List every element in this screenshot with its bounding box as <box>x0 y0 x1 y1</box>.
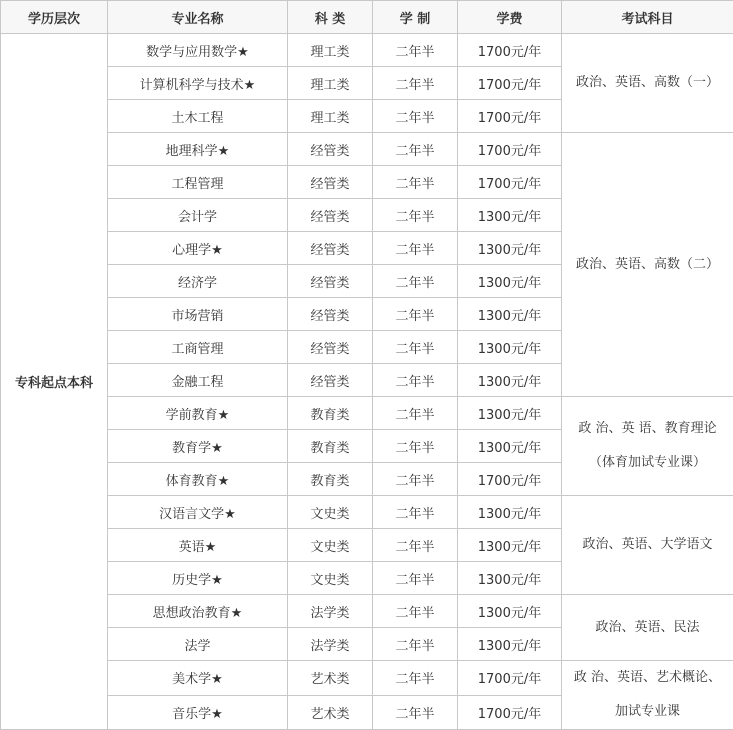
category-cell: 法学类 <box>288 595 373 628</box>
duration-cell: 二年半 <box>373 199 458 232</box>
category-cell: 经管类 <box>288 298 373 331</box>
major-cell: 地理科学★ <box>108 133 288 166</box>
major-cell: 经济学 <box>108 265 288 298</box>
exam-subjects-cell <box>562 496 733 595</box>
category-cell: 教育类 <box>288 430 373 463</box>
duration-cell: 二年半 <box>373 100 458 133</box>
major-cell: 市场营销 <box>108 298 288 331</box>
exam-subjects-line: 政 治、英 语、教育理论 <box>562 412 733 446</box>
fee-cell: 1300元/年 <box>458 628 562 661</box>
category-cell: 理工类 <box>288 67 373 100</box>
major-cell: 思想政治教育★ <box>108 595 288 628</box>
major-cell: 工程管理 <box>108 166 288 199</box>
fee-cell: 1300元/年 <box>458 331 562 364</box>
fee-cell: 1300元/年 <box>458 265 562 298</box>
category-cell: 教育类 <box>288 397 373 430</box>
fee-cell: 1300元/年 <box>458 529 562 562</box>
duration-cell: 二年半 <box>373 133 458 166</box>
fee-cell: 1300元/年 <box>458 496 562 529</box>
table-row <box>1 397 733 430</box>
duration-cell: 二年半 <box>373 166 458 199</box>
fee-cell: 1700元/年 <box>458 100 562 133</box>
exam-subjects-line: 政治、英语、高数（二） <box>562 248 733 282</box>
category-cell: 艺术类 <box>288 695 373 730</box>
table-body <box>1 34 733 730</box>
exam-subjects-cell <box>562 595 733 661</box>
header-duration: 学 制 <box>373 1 458 34</box>
level-cell: 专科起点本科 <box>1 34 108 730</box>
fee-cell: 1700元/年 <box>458 67 562 100</box>
major-cell: 美术学★ <box>108 661 288 696</box>
category-cell: 艺术类 <box>288 661 373 696</box>
major-cell: 计算机科学与技术★ <box>108 67 288 100</box>
exam-subjects-line: 政治、英语、大学语文 <box>562 528 733 562</box>
table-row <box>1 595 733 628</box>
category-cell: 理工类 <box>288 34 373 67</box>
major-cell: 教育学★ <box>108 430 288 463</box>
exam-subjects-line: （体育加试专业课） <box>562 446 733 480</box>
exam-subjects-cell <box>562 34 733 133</box>
header-subjects: 考试科目 <box>562 1 733 34</box>
duration-cell: 二年半 <box>373 695 458 730</box>
duration-cell: 二年半 <box>373 265 458 298</box>
category-cell: 经管类 <box>288 199 373 232</box>
major-cell: 汉语言文学★ <box>108 496 288 529</box>
exam-subjects-line: 加试专业课 <box>562 695 733 729</box>
table-row <box>1 661 733 696</box>
major-cell: 体育教育★ <box>108 463 288 496</box>
fee-cell: 1300元/年 <box>458 199 562 232</box>
fee-cell: 1300元/年 <box>458 595 562 628</box>
major-cell: 工商管理 <box>108 331 288 364</box>
duration-cell: 二年半 <box>373 661 458 696</box>
fee-cell: 1700元/年 <box>458 34 562 67</box>
fee-cell: 1300元/年 <box>458 397 562 430</box>
fee-cell: 1300元/年 <box>458 298 562 331</box>
fee-cell: 1300元/年 <box>458 562 562 595</box>
fee-cell: 1300元/年 <box>458 232 562 265</box>
table-header-row <box>1 1 733 34</box>
table-row <box>1 496 733 529</box>
exam-subjects-line: 政治、英语、民法 <box>562 611 733 645</box>
category-cell: 经管类 <box>288 232 373 265</box>
major-cell: 金融工程 <box>108 364 288 397</box>
duration-cell: 二年半 <box>373 628 458 661</box>
exam-subjects-line: 政治、英语、高数（一） <box>562 66 733 100</box>
fee-cell: 1300元/年 <box>458 364 562 397</box>
header-major: 专业名称 <box>108 1 288 34</box>
duration-cell: 二年半 <box>373 430 458 463</box>
major-cell: 音乐学★ <box>108 695 288 730</box>
major-cell: 法学 <box>108 628 288 661</box>
major-cell: 土木工程 <box>108 100 288 133</box>
major-cell: 心理学★ <box>108 232 288 265</box>
category-cell: 经管类 <box>288 364 373 397</box>
header-level: 学历层次 <box>1 1 108 34</box>
duration-cell: 二年半 <box>373 67 458 100</box>
exam-subjects-line: 政 治、英语、艺术概论、 <box>562 661 733 695</box>
duration-cell: 二年半 <box>373 232 458 265</box>
duration-cell: 二年半 <box>373 562 458 595</box>
fee-cell: 1700元/年 <box>458 166 562 199</box>
category-cell: 经管类 <box>288 331 373 364</box>
category-cell: 经管类 <box>288 265 373 298</box>
major-cell: 会计学 <box>108 199 288 232</box>
fee-cell: 1700元/年 <box>458 133 562 166</box>
fee-cell: 1700元/年 <box>458 463 562 496</box>
category-cell: 教育类 <box>288 463 373 496</box>
exam-subjects-cell <box>562 661 733 730</box>
duration-cell: 二年半 <box>373 34 458 67</box>
fee-cell: 1700元/年 <box>458 661 562 696</box>
major-cell: 历史学★ <box>108 562 288 595</box>
table-row <box>1 133 733 166</box>
category-cell: 法学类 <box>288 628 373 661</box>
duration-cell: 二年半 <box>373 529 458 562</box>
duration-cell: 二年半 <box>373 496 458 529</box>
category-cell: 经管类 <box>288 166 373 199</box>
table-row <box>1 34 733 67</box>
duration-cell: 二年半 <box>373 364 458 397</box>
duration-cell: 二年半 <box>373 463 458 496</box>
major-cell: 学前教育★ <box>108 397 288 430</box>
major-cell: 英语★ <box>108 529 288 562</box>
duration-cell: 二年半 <box>373 595 458 628</box>
fee-cell: 1700元/年 <box>458 695 562 730</box>
duration-cell: 二年半 <box>373 397 458 430</box>
header-fee: 学费 <box>458 1 562 34</box>
category-cell: 经管类 <box>288 133 373 166</box>
category-cell: 文史类 <box>288 529 373 562</box>
category-cell: 文史类 <box>288 496 373 529</box>
duration-cell: 二年半 <box>373 331 458 364</box>
exam-subjects-cell <box>562 133 733 397</box>
header-category: 科 类 <box>288 1 373 34</box>
duration-cell: 二年半 <box>373 298 458 331</box>
exam-subjects-cell <box>562 397 733 496</box>
category-cell: 文史类 <box>288 562 373 595</box>
category-cell: 理工类 <box>288 100 373 133</box>
fee-cell: 1300元/年 <box>458 430 562 463</box>
major-cell: 数学与应用数学★ <box>108 34 288 67</box>
